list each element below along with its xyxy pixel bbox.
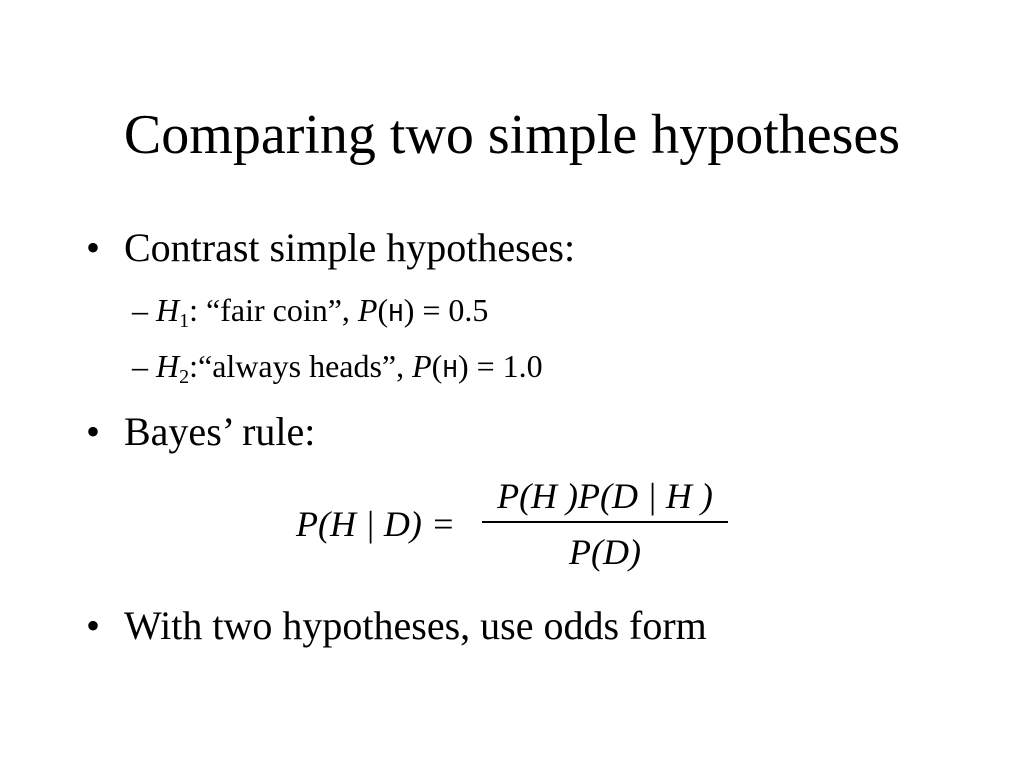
sub-bullet-marker: – <box>132 292 148 328</box>
bullet-marker: • <box>86 603 101 648</box>
hypothesis-subscript: 1 <box>179 310 190 332</box>
bullet-marker: • <box>86 409 101 454</box>
formula-lhs: P(H | D) = <box>296 504 456 544</box>
sub-bullet-h1 <box>132 290 488 334</box>
hypothesis-symbol: H <box>156 292 180 328</box>
bullet-text: With two hypotheses, use odds form <box>124 603 707 648</box>
probability-value: = 1.0 <box>468 348 543 384</box>
slide-title: Comparing two simple hypotheses <box>123 104 901 166</box>
bayes-formula <box>296 474 736 584</box>
bullet-odds-form <box>86 602 707 650</box>
hypothesis-label: : “fair coin”, <box>189 292 358 328</box>
bullet-text: Bayes’ rule: <box>124 409 316 454</box>
paren-close: ) <box>457 348 469 384</box>
probability-function: P <box>412 348 432 384</box>
paren-open: ( <box>377 292 389 328</box>
paren-close: ) <box>403 292 415 328</box>
sub-bullet-marker: – <box>132 348 148 384</box>
formula-denominator: P(D) <box>569 532 641 572</box>
bullet-contrast <box>86 224 575 272</box>
probability-function: P <box>357 292 378 328</box>
bullet-bayes-rule <box>86 408 315 456</box>
hypothesis-label: :“always heads”, <box>189 348 413 384</box>
hypothesis-symbol: H <box>156 348 180 384</box>
formula-numerator: P(H )P(D | H ) <box>497 476 713 516</box>
formula-fraction <box>482 474 728 584</box>
bullet-text: Contrast simple hypotheses: <box>124 225 576 270</box>
bullet-marker: • <box>86 225 101 270</box>
paren-open: ( <box>431 348 443 384</box>
outcome-symbol: H <box>388 299 404 329</box>
sub-bullet-h2 <box>132 346 543 390</box>
probability-value: = 0.5 <box>414 292 489 328</box>
hypothesis-subscript: 2 <box>179 366 190 388</box>
outcome-symbol: H <box>442 355 458 385</box>
fraction-bar <box>482 521 728 523</box>
